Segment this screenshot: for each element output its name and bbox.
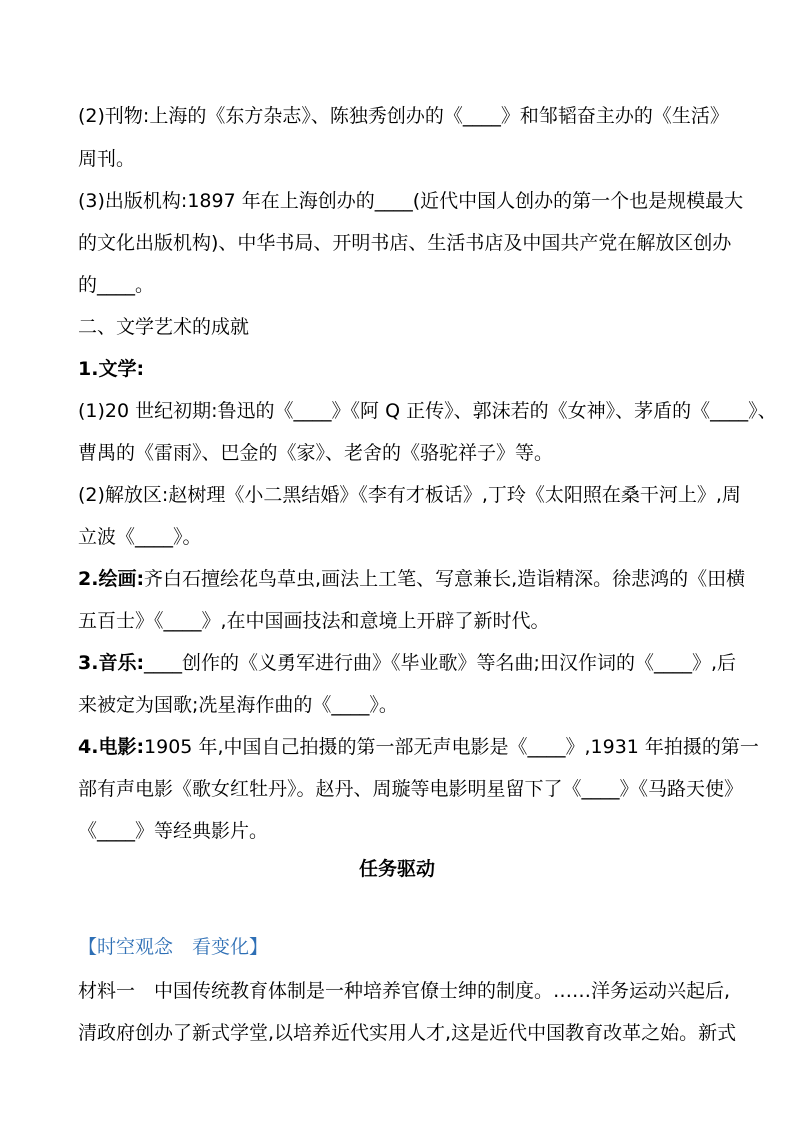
painting-text-1: 齐白石擅绘花鸟草虫,画法上工笔、写意兼长,造诣精深。徐悲鸿的《田横 (144, 568, 746, 590)
publishers-line-2: 的文化出版机构)、中华书局、开明书店、生活书店及中国共产党在解放区创办 (78, 232, 732, 254)
task-subheading: 【时空观念 看变化】 (78, 936, 269, 958)
film-line-1 (78, 733, 759, 761)
section-heading-literature-arts: 二、文学艺术的成就 (78, 316, 250, 338)
literature-early20c-line-1: (1)20 世纪初期:鲁迅的《____》《阿 Q 正传》、郭沫若的《女神》、茅盾的《____》、 (78, 400, 777, 422)
literature-liberated-line-2: 立波《____》。 (78, 526, 202, 548)
film-text-1: 1905 年,中国自己拍摄的第一部无声电影是《____》,1931 年拍摄的第一 (144, 736, 759, 758)
publishers-line-3: 的____。 (78, 274, 155, 296)
music-text-1: ____创作的《义勇军进行曲》《毕业歌》等名曲;田汉作词的《____》,后 (144, 652, 736, 674)
music-line-2: 来被定为国歌;冼星海作曲的《____》。 (78, 694, 398, 716)
publishers-line-1: (3)出版机构:1897 年在上海创办的____(近代中国人创办的第一个也是规模最大 (78, 190, 744, 212)
painting-label: 2.绘画: (78, 568, 145, 590)
periodicals-line-1: (2)刊物:上海的《东方杂志》、陈独秀创办的《____》和邹韬奋主办的《生活》 (78, 105, 729, 127)
task-title: 任务驱动 (358, 858, 435, 880)
film-line-3: 《____》等经典影片。 (78, 820, 269, 842)
film-label: 4.电影: (78, 736, 145, 758)
painting-line-1 (78, 565, 745, 593)
periodicals-line-2: 周刊。 (78, 148, 136, 170)
literature-label: 1.文学: (78, 358, 145, 380)
material-1-line-2: 清政府创办了新式学堂,以培养近代实用人才,这是近代中国教育改革之始。新式 (78, 1022, 737, 1044)
literature-liberated-line-1: (2)解放区:赵树理《小二黑结婚》《李有才板话》,丁玲《太阳照在桑干河上》,周 (78, 484, 741, 506)
music-line-1 (78, 649, 736, 677)
music-label: 3.音乐: (78, 652, 145, 674)
material-1-line-1: 材料一 中国传统教育体制是一种培养官僚士绅的制度。……洋务运动兴起后, (78, 980, 731, 1002)
film-line-2: 部有声电影《歌女红牡丹》。赵丹、周璇等电影明星留下了《____》《马路天使》 (78, 778, 744, 800)
painting-line-2: 五百士》《____》,在中国画技法和意境上开辟了新时代。 (78, 610, 550, 632)
literature-early20c-line-2: 曹禺的《雷雨》、巴金的《家》、老舍的《骆驼祥子》等。 (78, 442, 554, 464)
